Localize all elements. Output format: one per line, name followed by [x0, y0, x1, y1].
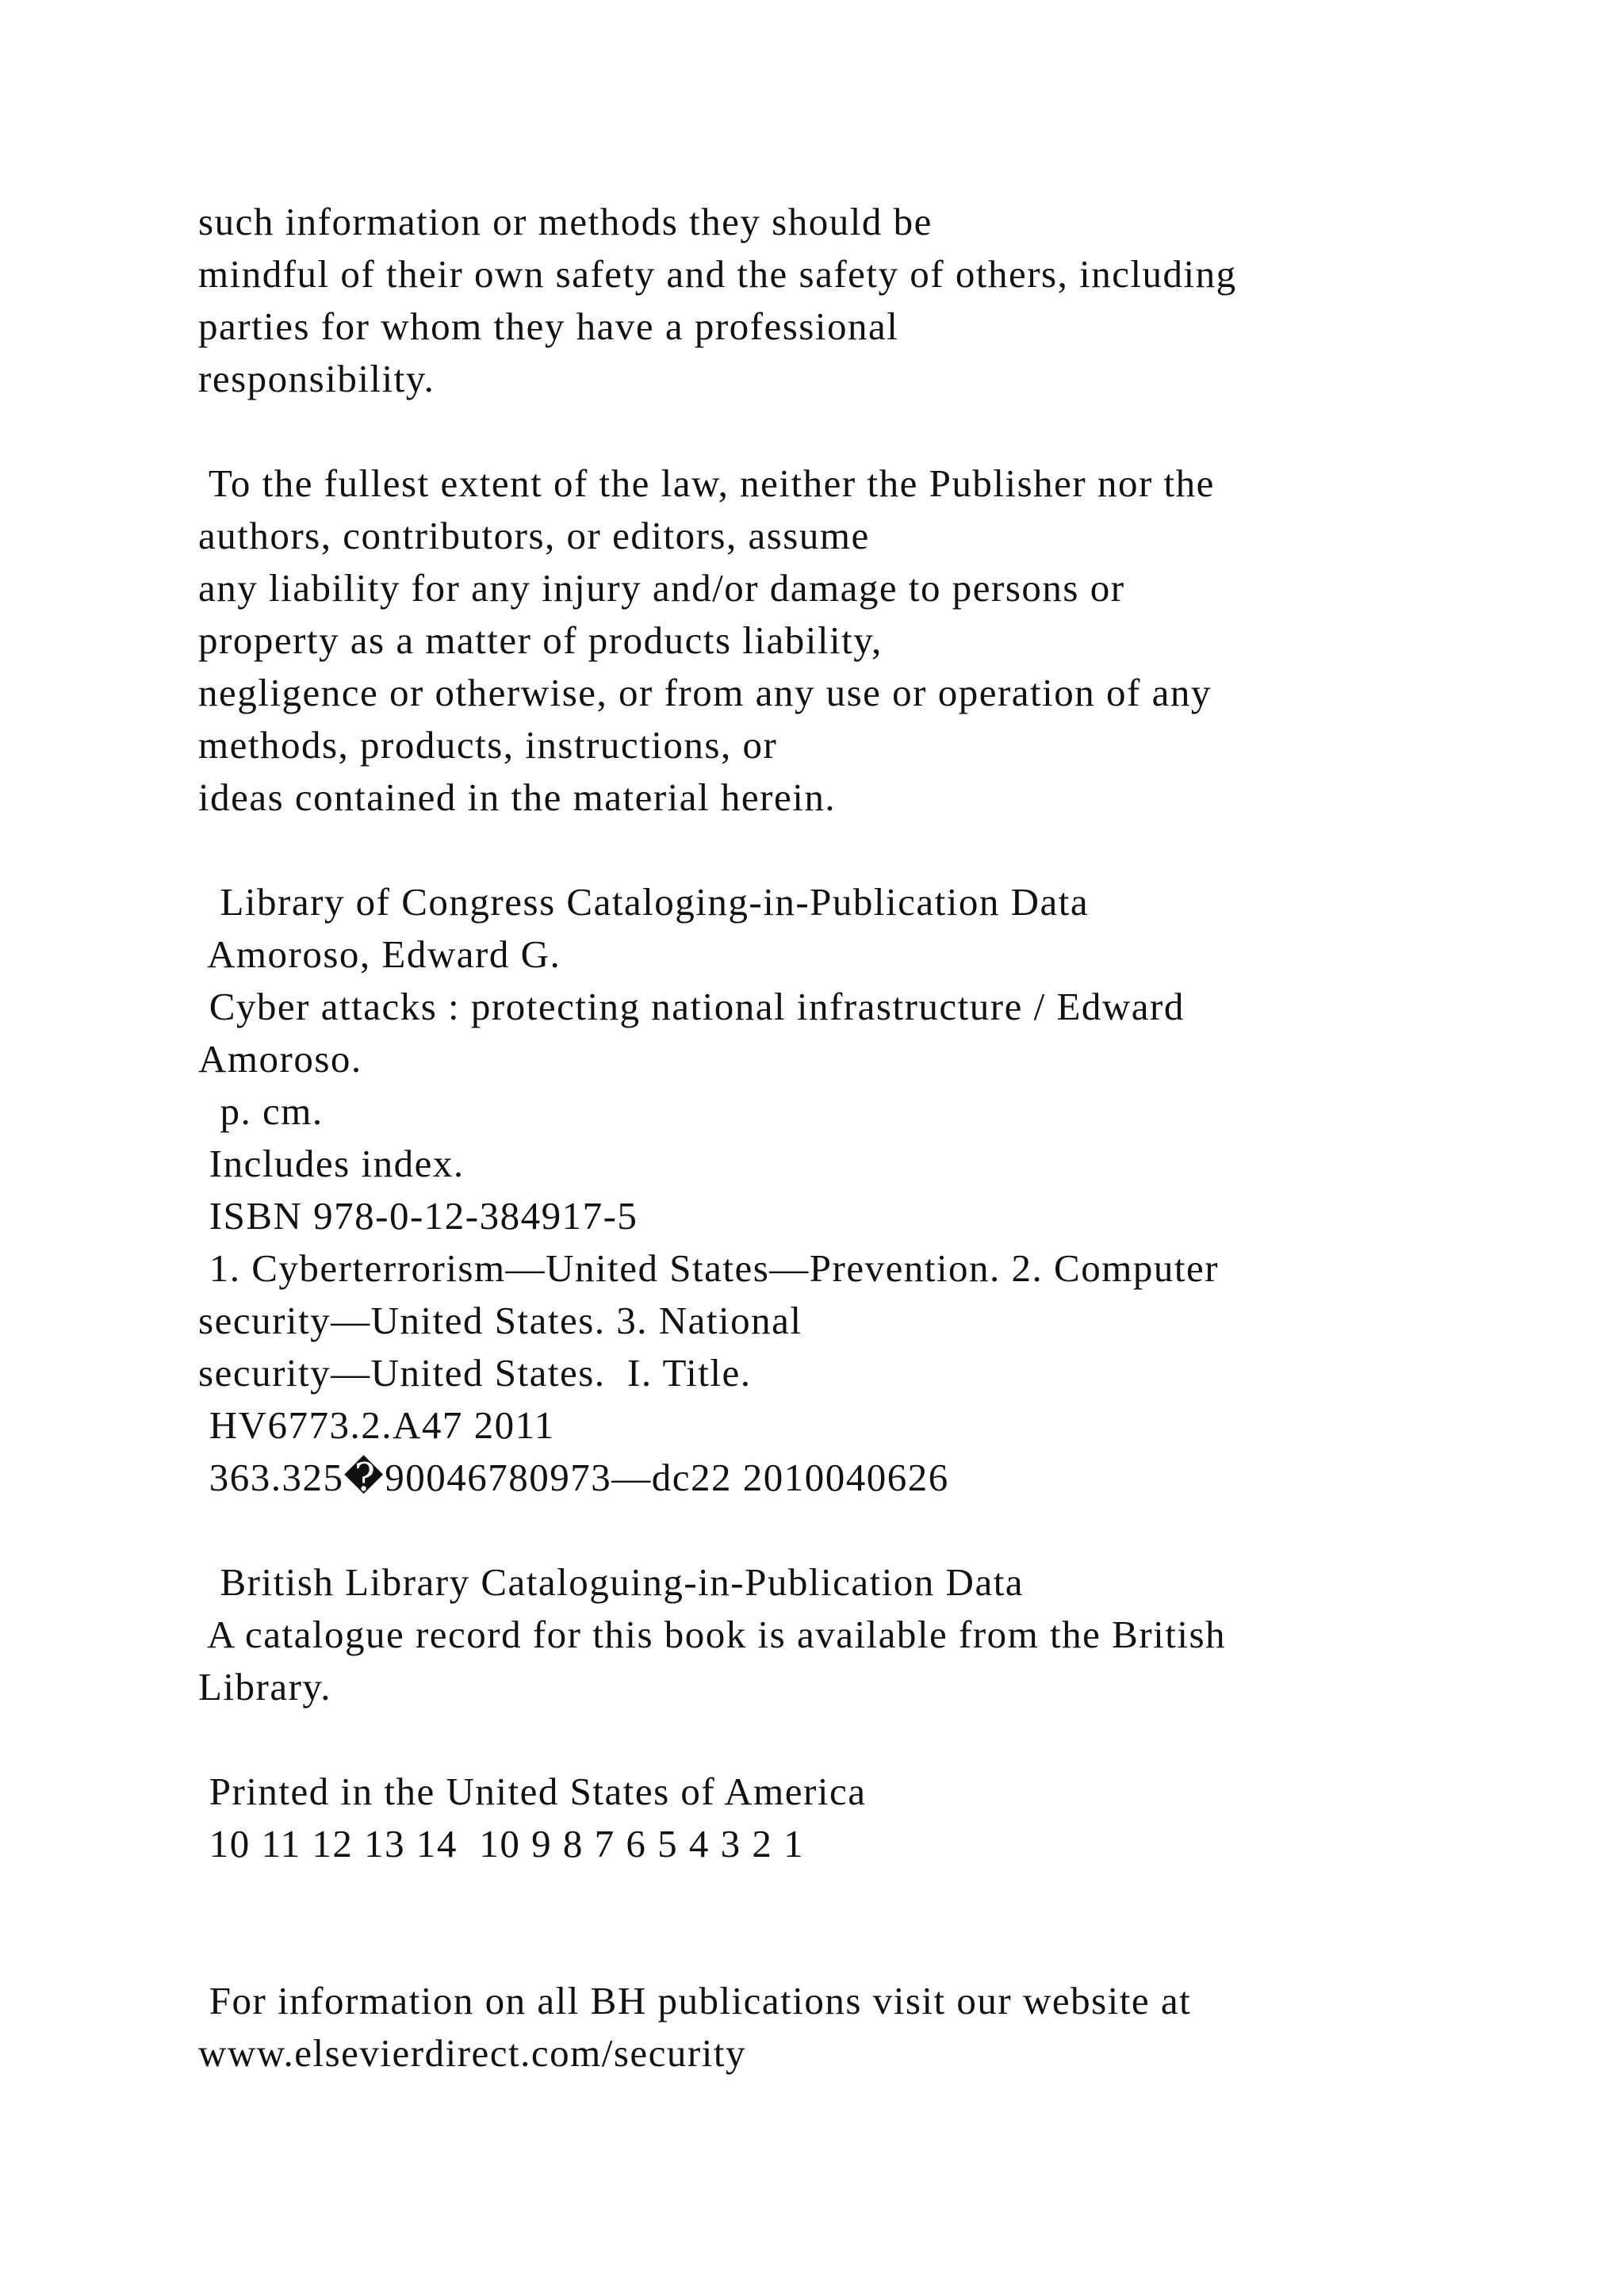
paragraph-spacer	[198, 824, 1594, 876]
text-line: British Library Cataloguing-in-Publication Data	[198, 1560, 1025, 1604]
liability-paragraph	[198, 457, 1594, 824]
text-line: Amoroso, Edward G.	[198, 932, 561, 976]
text-line: parties for whom they have a professional	[198, 304, 899, 348]
text-line: p. cm.	[198, 1089, 324, 1133]
print-number-line: 10 11 12 13 14 10 9 8 7 6 5 4 3 2 1	[198, 1822, 805, 1866]
text-line: Includes index.	[198, 1142, 465, 1185]
text-line: security—United States. 3. National	[198, 1299, 802, 1342]
text-line: To the fullest extent of the law, neither the Publisher nor the	[198, 461, 1215, 505]
text-line: 363.325�90046780973—dc22 2010040626	[198, 1456, 949, 1499]
text-line: any liability for any injury and/or damage to persons or	[198, 566, 1125, 610]
text-line: Amoroso.	[198, 1037, 362, 1081]
text-line: Library of Congress Cataloging-in-Publication Data	[198, 880, 1090, 924]
isbn-line: ISBN 978-0-12-384917-5	[198, 1194, 638, 1238]
website-url: www.elsevierdirect.com/security	[198, 2031, 746, 2075]
text-line: ideas contained in the material herein.	[198, 775, 837, 819]
text-line: Printed in the United States of America	[198, 1770, 867, 1813]
empty-line	[198, 1870, 1594, 1923]
text-line: security—United States. I. Title.	[198, 1351, 752, 1395]
text-line: methods, products, instructions, or	[198, 723, 778, 767]
safety-paragraph	[198, 196, 1594, 405]
printing-block	[198, 1766, 1594, 1870]
text-line: mindful of their own safety and the safety of others, including	[198, 252, 1237, 296]
text-line: responsibility.	[198, 357, 435, 400]
paragraph-spacer	[198, 1713, 1594, 1766]
text-line: 1. Cyberterrorism—United States—Prevention. 2. Computer	[198, 1246, 1220, 1290]
paragraph-spacer	[198, 1504, 1594, 1556]
text-line: negligence or otherwise, or from any use or operation of any	[198, 671, 1212, 714]
text-line: For information on all BH publications visit our website at	[198, 1979, 1192, 2022]
empty-line	[198, 1923, 1594, 1975]
text-line: Cyber attacks : protecting national infrastructure / Edward	[198, 985, 1185, 1028]
text-line: such information or methods they should be	[198, 200, 933, 243]
loc-cataloging-block	[198, 876, 1594, 1504]
british-library-block	[198, 1556, 1594, 1713]
text-line: authors, contributors, or editors, assume	[198, 514, 870, 557]
text-line: property as a matter of products liability,	[198, 618, 883, 662]
website-block	[198, 1870, 1594, 2080]
text-line: Library.	[198, 1665, 331, 1709]
text-line: A catalogue record for this book is available from the British	[198, 1613, 1227, 1656]
paragraph-spacer	[198, 405, 1594, 457]
text-line: HV6773.2.A47 2011	[198, 1403, 555, 1447]
document-page	[198, 196, 1594, 2080]
